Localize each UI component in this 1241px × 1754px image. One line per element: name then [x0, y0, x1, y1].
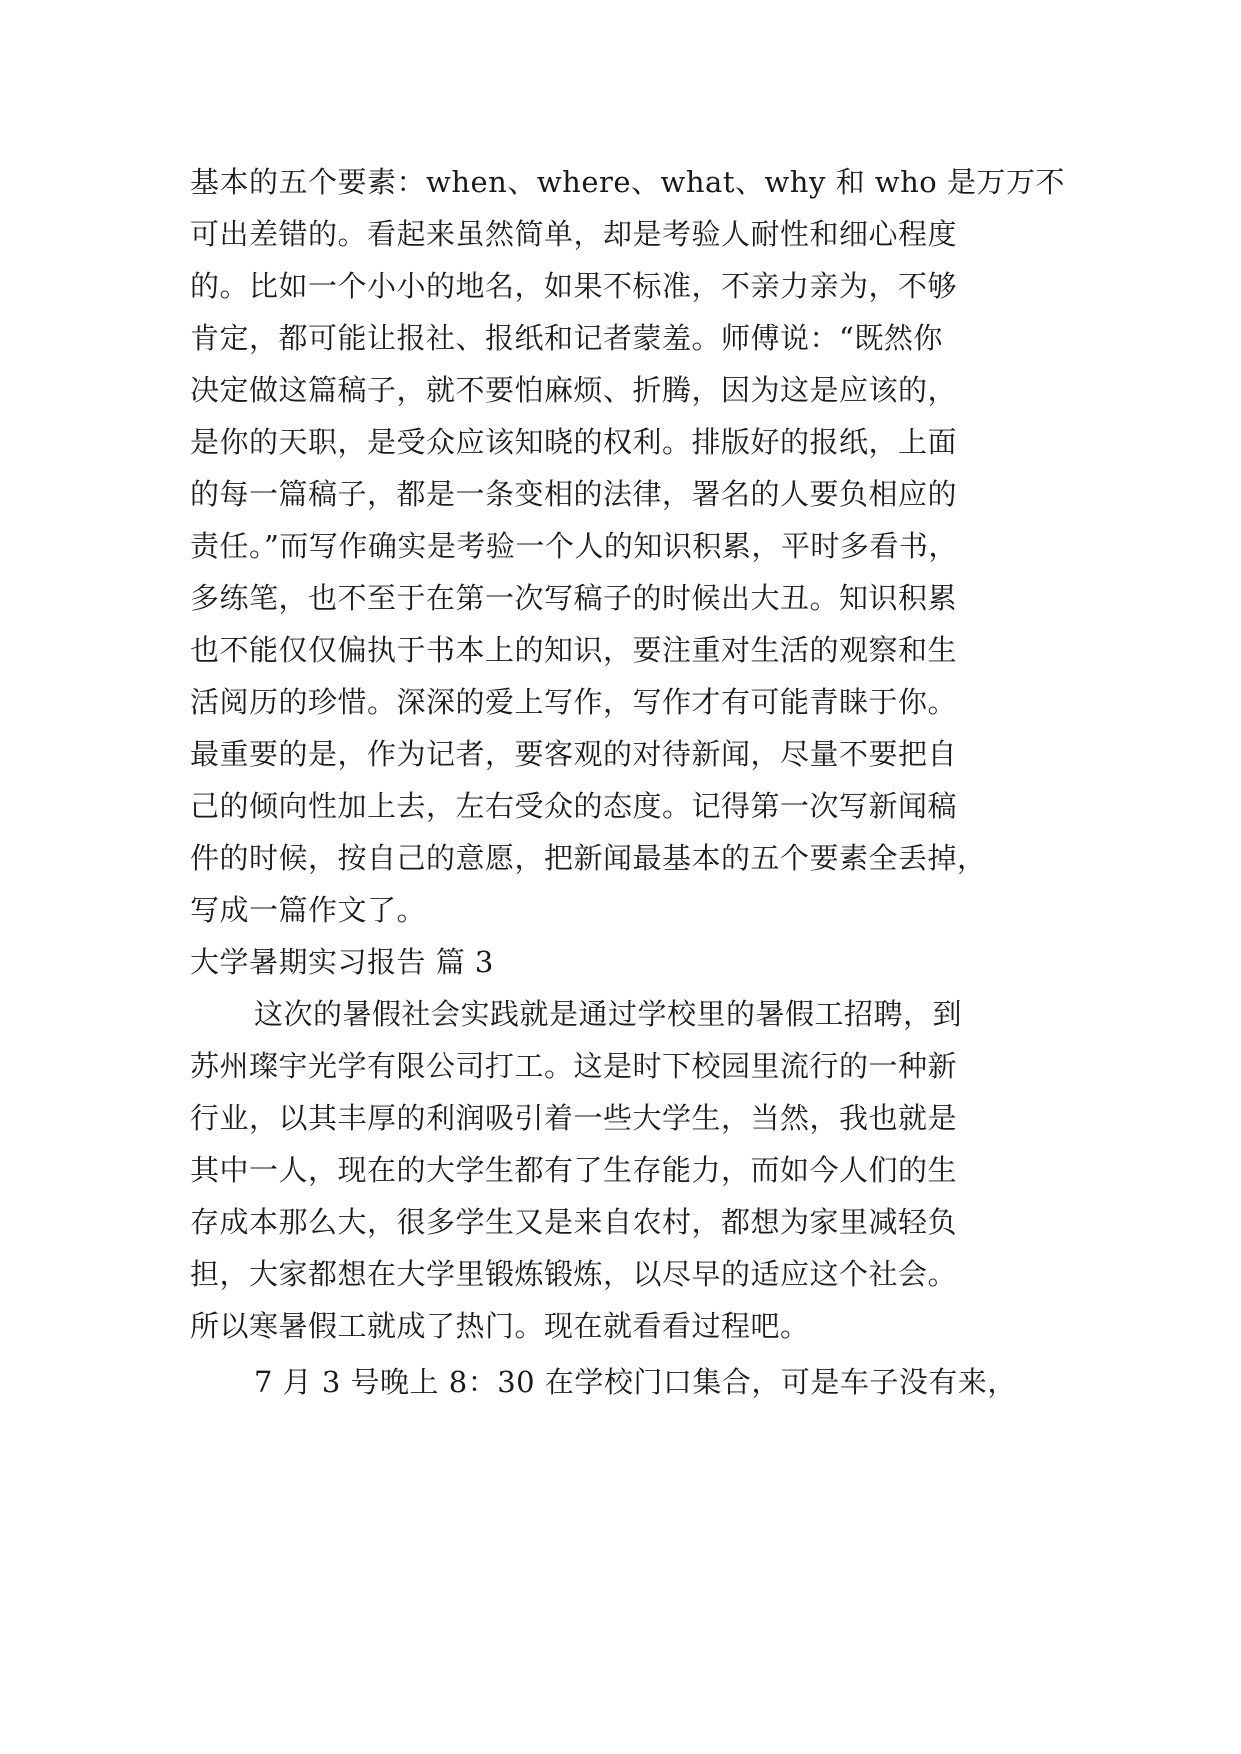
- paragraph-line: 基本的五个要素：when、where、what、why 和 who 是万万不: [190, 165, 1065, 199]
- paragraph-line: 是你的天职，是受众应该知晓的权利。排版好的报纸，上面: [190, 425, 958, 459]
- paragraph-line: 的每一篇稿子，都是一条变相的法律，署名的人要负相应的: [190, 477, 958, 511]
- paragraph-line: 最重要的是，作为记者，要客观的对待新闻，尽量不要把自: [190, 737, 958, 771]
- paragraph-line: 件的时候，按自己的意愿，把新闻最基本的五个要素全丢掉，: [190, 841, 987, 875]
- paragraph-line: 决定做这篇稿子，就不要怕麻烦、折腾，因为这是应该的，: [190, 373, 958, 407]
- paragraph-line: 所以寒暑假工就成了热门。现在就看看过程吧。: [190, 1309, 810, 1343]
- paragraph-line: 这次的暑假社会实践就是通过学校里的暑假工招聘，到: [254, 997, 963, 1031]
- paragraph-line: 其中一人，现在的大学生都有了生存能力，而如今人们的生: [190, 1153, 958, 1187]
- paragraph-line: 己的倾向性加上去，左右受众的态度。记得第一次写新闻稿: [190, 789, 958, 823]
- paragraph-line: 活阅历的珍惜。深深的爱上写作，写作才有可能青睐于你。: [190, 685, 958, 719]
- paragraph-line: 7 月 3 号晚上 8：30 在学校门口集合，可是车子没有来，: [254, 1365, 1017, 1399]
- paragraph-line: 写成一篇作文了。: [190, 893, 427, 927]
- paragraph-line: 多练笔，也不至于在第一次写稿子的时候出大丑。知识积累: [190, 581, 958, 615]
- paragraph-line: 也不能仅仅偏执于书本上的知识，要注重对生活的观察和生: [190, 633, 958, 667]
- paragraph-line: 可出差错的。看起来虽然简单，却是考验人耐性和细心程度: [190, 217, 958, 251]
- paragraph-line: 肯定，都可能让报社、报纸和记者蒙羞。师傅说：“既然你: [190, 321, 943, 355]
- paragraph-line: 的。比如一个小小的地名，如果不标准，不亲力亲为，不够: [190, 269, 958, 303]
- paragraph-line: 苏州璨宇光学有限公司打工。这是时下校园里流行的一种新: [190, 1049, 958, 1083]
- paragraph-line: 存成本那么大，很多学生又是来自农村，都想为家里减轻负: [190, 1205, 958, 1239]
- paragraph-line: 责任。”而写作确实是考验一个人的知识积累，平时多看书，: [190, 529, 958, 563]
- paragraph-line: 行业，以其丰厚的利润吸引着一些大学生，当然，我也就是: [190, 1101, 958, 1135]
- paragraph-line: 担，大家都想在大学里锻炼锻炼，以尽早的适应这个社会。: [190, 1257, 958, 1291]
- section-heading: 大学暑期实习报告 篇 3: [190, 945, 494, 979]
